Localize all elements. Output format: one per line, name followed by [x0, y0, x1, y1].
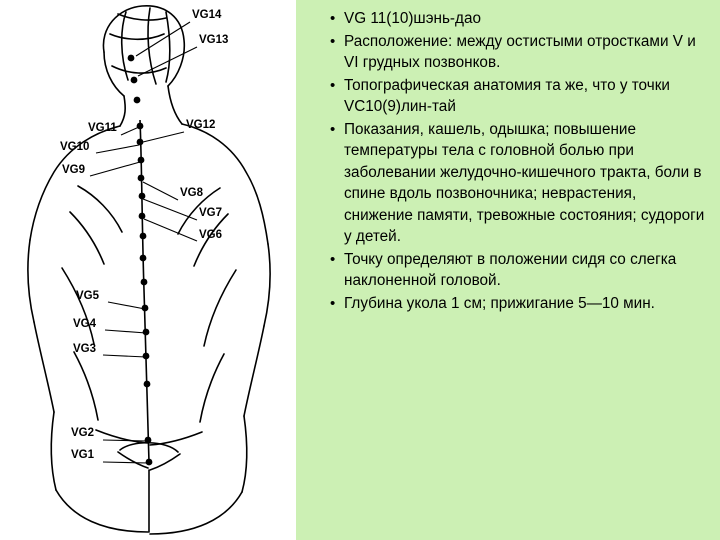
bullet-item-location: • Расположение: между остистыми отростками V и VI грудных позвонков. — [330, 31, 706, 74]
content-panel — [296, 0, 720, 540]
point-label-vg5: VG5 — [76, 290, 100, 302]
point-label-vg1: VG1 — [71, 449, 95, 461]
bullet-item-needling: • Глубина укола 1 см; прижигание 5—10 мин. — [330, 293, 706, 315]
bullet-item-title: • VG 11(10)шэнь-дао — [330, 8, 706, 30]
point-label-vg14: VG14 — [192, 9, 222, 21]
bullet-list — [296, 0, 720, 314]
point-label-vg6: VG6 — [199, 229, 223, 241]
point-label-vg8: VG8 — [180, 187, 204, 199]
du-meridian-line — [140, 120, 149, 462]
point-label-vg10: VG10 — [60, 141, 90, 153]
point-label-vg11: VG11 — [88, 122, 117, 134]
point-label-vg7: VG7 — [199, 207, 223, 219]
point-label-vg13: VG13 — [199, 34, 229, 46]
bullet-item-indications: • Показания, кашель, одышка; повышение температуры тела с головной болью при заболевании желудочно-кишечного тракта, боли в спине вдоль позвоночника; неврастения, снижение памяти, тревожные состояния; судороги у детей. — [330, 119, 706, 248]
back-anatomy-illustration — [0, 0, 296, 540]
point-label-vg12: VG12 — [186, 119, 216, 131]
acupoint-dots — [128, 55, 153, 466]
point-label-vg3: VG3 — [73, 343, 97, 355]
point-label-vg9: VG9 — [62, 164, 86, 176]
point-label-vg2: VG2 — [71, 427, 95, 439]
bullet-item-posture: • Точку определяют в положении сидя со слегка наклоненной головой. — [330, 249, 706, 292]
point-label-vg4: VG4 — [73, 318, 97, 330]
bullet-item-anatomy: • Топографическая анатомия та же, что у точки VC10(9)лин-тай — [330, 75, 706, 118]
back-figure-svg — [0, 0, 296, 540]
